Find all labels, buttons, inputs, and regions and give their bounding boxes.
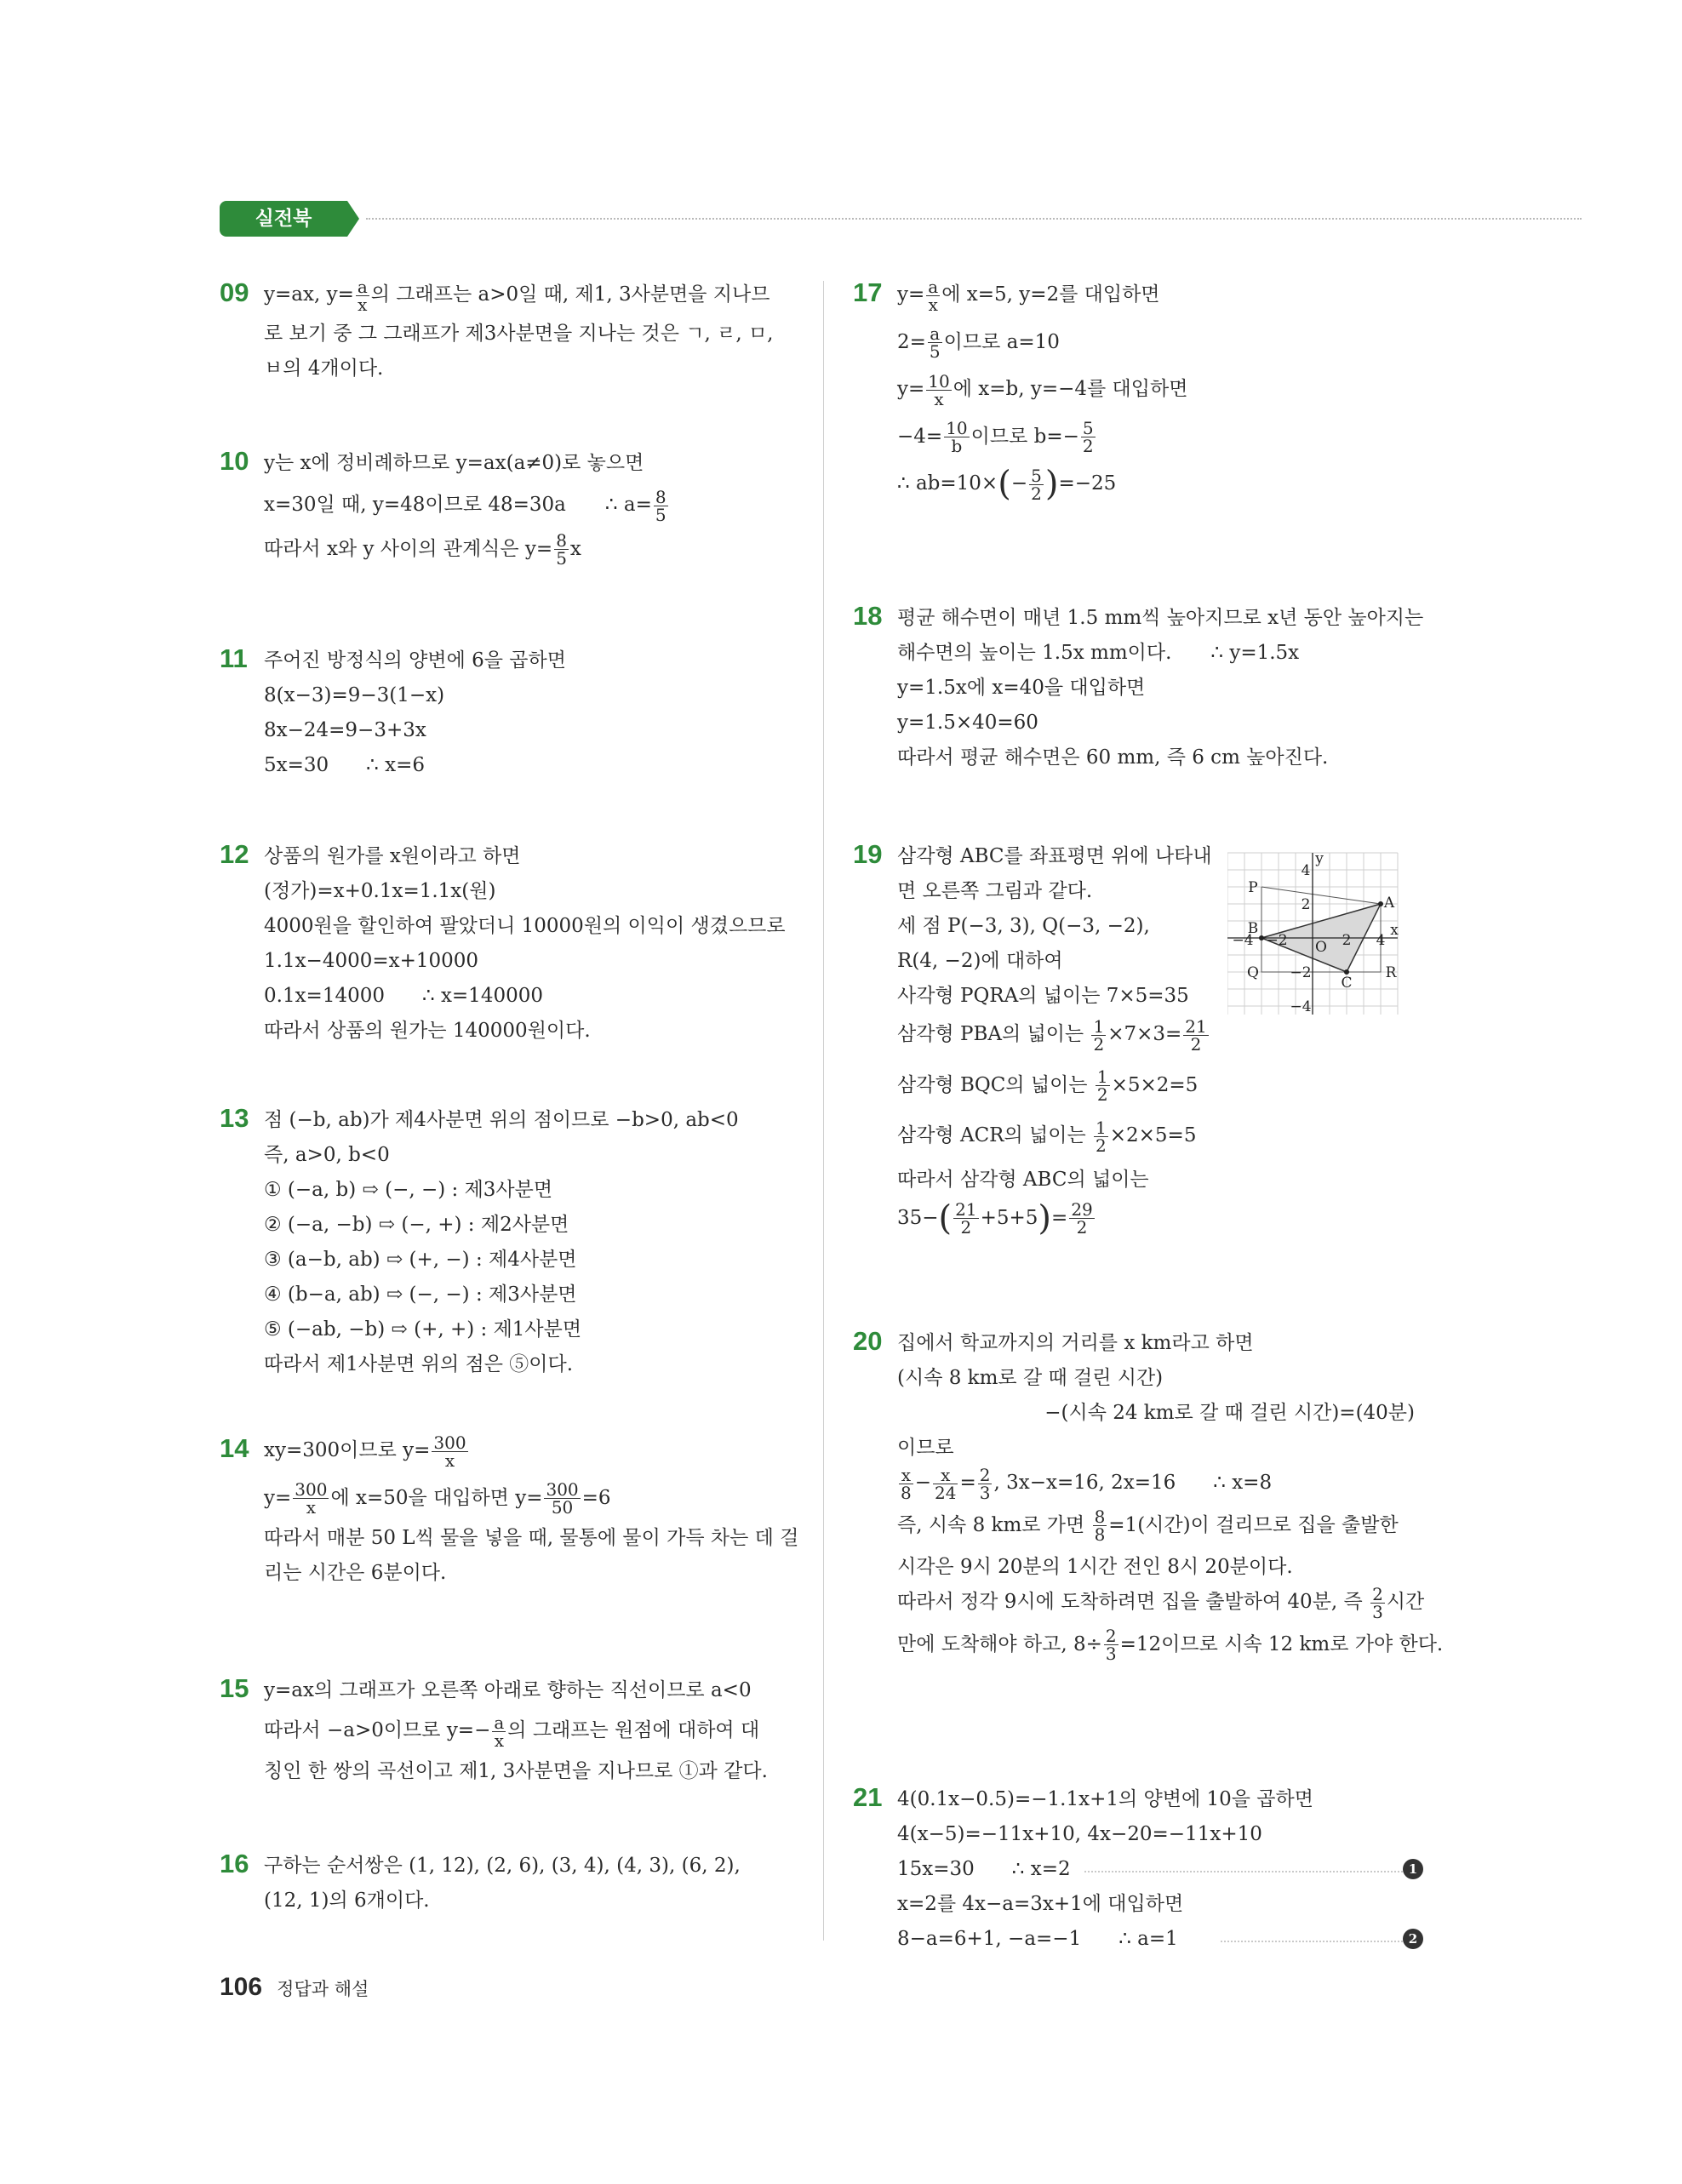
- text: , 3x−x=16, 2x=16: [993, 1472, 1176, 1494]
- numerator: 21: [955, 1199, 977, 1220]
- problem-body: [897, 601, 1432, 775]
- line: y=ax의 그래프가 오른쪽 아래로 향하는 직선이므로 a<0: [264, 1679, 752, 1701]
- denominator: 24: [935, 1482, 957, 1503]
- denominator: b: [951, 436, 963, 456]
- text: 에 x=50을 대입하면 y=: [330, 1486, 543, 1509]
- line: [897, 420, 1432, 455]
- text: 15x=30: [897, 1858, 975, 1880]
- text: =12이므로 시속 12 km로 가야 한다.: [1119, 1632, 1444, 1655]
- paren: (: [998, 464, 1011, 504]
- list-item: ⑤ (−ab, −b) ⇨ (+, +) : 제1사분면: [264, 1318, 582, 1341]
- line: 따라서 평균 해수면은 60 mm, 즉 6 cm 높아진다.: [897, 746, 1329, 769]
- problem-12: [220, 839, 798, 1049]
- numerator: 8: [655, 486, 667, 507]
- denominator: x: [358, 294, 368, 315]
- text: 2=: [897, 330, 926, 353]
- paren: ): [1038, 1198, 1052, 1238]
- fraction: [1093, 1508, 1107, 1543]
- line: [897, 1626, 1444, 1664]
- text: =6: [581, 1486, 611, 1509]
- problem-number: 18: [853, 601, 883, 631]
- text: x=30일 때, y=48이므로 48=30a: [264, 494, 566, 516]
- paren: ): [1044, 464, 1059, 504]
- fraction: [926, 278, 940, 313]
- line: [897, 1585, 1432, 1621]
- line: [264, 979, 798, 1014]
- line: 4(0.1x−0.5)=−1.1x+1의 양변에 10을 곱하면: [897, 1788, 1313, 1810]
- problem-13: [220, 1103, 798, 1382]
- text: 8−a=6+1, −a=−1: [897, 1928, 1082, 1950]
- leader-dots: [1221, 1941, 1403, 1942]
- problem-body: [264, 446, 798, 567]
- denominator: 5: [655, 504, 667, 525]
- label-r: R: [1385, 964, 1397, 981]
- text: 0.1x=14000: [264, 985, 385, 1007]
- coordinate-plane-figure: [1227, 844, 1406, 1021]
- fraction: [544, 1481, 580, 1516]
- numerator: 8: [1094, 1507, 1106, 1527]
- fraction: [1029, 467, 1044, 502]
- line: 점 (−b, ab)가 제4사분면 위의 점이므로 −b>0, ab<0: [264, 1109, 739, 1131]
- numerator: 300: [546, 1479, 579, 1500]
- denominator: x: [928, 294, 938, 315]
- tick-label-x2: 2: [1342, 932, 1352, 949]
- fraction: [953, 1201, 978, 1236]
- text: 에 x=b, y=−4를 대입하면: [953, 378, 1188, 400]
- denominator: 3: [1105, 1644, 1117, 1664]
- numerator: 10: [946, 418, 968, 438]
- line: [264, 1713, 798, 1749]
- line: [897, 325, 1432, 361]
- text: 따라서 −a>0이므로 y=−: [264, 1719, 491, 1741]
- label-b: B: [1247, 920, 1259, 937]
- line: 8(x−3)=9−3(1−x): [264, 684, 445, 706]
- fraction: [1094, 1119, 1108, 1154]
- problem-11: [220, 643, 798, 783]
- problem-body: [897, 1782, 1432, 1957]
- line: [897, 1017, 1432, 1053]
- text: ∴ x=6: [366, 754, 425, 776]
- line: 사각형 PQRA의 넓이는 7×5=35: [897, 985, 1189, 1007]
- text: y=: [897, 283, 925, 306]
- page-footer: [220, 1973, 369, 2002]
- problem-body: [897, 1326, 1444, 1664]
- segment-pa: [1262, 887, 1381, 904]
- problem-17: [853, 277, 1432, 502]
- problem-number: 15: [220, 1673, 249, 1703]
- text: 에 x=5, y=2를 대입하면: [941, 283, 1160, 306]
- tick-label-ym2: −2: [1290, 964, 1312, 981]
- problem-number: 13: [220, 1103, 249, 1133]
- fraction: [492, 1714, 506, 1749]
- text: y=ax, y=: [264, 283, 354, 306]
- line: 상품의 원가를 x원이라고 하면: [264, 845, 521, 867]
- text: ∴ x=8: [1213, 1472, 1273, 1494]
- text: ×7×3=: [1107, 1023, 1182, 1045]
- line: [897, 372, 1432, 408]
- fraction: [1081, 420, 1096, 455]
- text: x: [569, 537, 581, 560]
- text: 따라서 x와 y 사이의 관계식은 y=: [264, 537, 553, 560]
- line: y=1.5×40=60: [897, 712, 1038, 734]
- numerator: x: [933, 1466, 958, 1484]
- text: ∴ x=2: [1011, 1858, 1071, 1880]
- line: 따라서 제1사분면 위의 점은 ⑤이다.: [264, 1353, 574, 1375]
- line: 집에서 학교까지의 거리를 x km라고 하면: [897, 1332, 1254, 1354]
- line: ∴ ab=10×(− $\frac{5}{2}$ )=−25: [897, 464, 1117, 504]
- line: [897, 277, 1432, 313]
- line: 따라서 상품의 원가는 140000원이다.: [264, 1020, 591, 1042]
- fraction: [432, 1434, 467, 1469]
- fraction: [944, 420, 969, 455]
- list-item: ③ (a−b, ab) ⇨ (+, −) : 제4사분면: [264, 1249, 577, 1271]
- line: [897, 1198, 1432, 1238]
- numerator: a: [928, 325, 942, 343]
- denominator: x: [306, 1497, 316, 1518]
- numerator: 5: [1082, 418, 1094, 438]
- fraction: [978, 1466, 993, 1501]
- text: −: [914, 1472, 932, 1494]
- line: [264, 1481, 798, 1517]
- tick-label-ym4: −4: [1290, 998, 1312, 1015]
- page-number: 106: [220, 1973, 263, 2001]
- denominator: 2: [1096, 1084, 1108, 1105]
- problem-19: [853, 839, 1432, 1236]
- line: [264, 277, 798, 313]
- text: 삼각형 PBA의 넓이는: [897, 1023, 1090, 1045]
- fraction: [356, 278, 369, 313]
- list-item: ① (−a, b) ⇨ (−, −) : 제3사분면: [264, 1179, 553, 1201]
- problem-21: [853, 1782, 1432, 1957]
- line: 구하는 순서쌍은 (1, 12), (2, 6), (3, 4), (4, 3), (6, 2),: [264, 1855, 741, 1877]
- label-origin: O: [1315, 939, 1327, 956]
- tick-label-y2: 2: [1301, 896, 1311, 913]
- text: y=: [264, 1486, 292, 1509]
- text: 의 그래프는 a>0일 때, 제1, 3사분면을 지나므: [370, 283, 770, 306]
- tick-label-x4: 4: [1376, 932, 1386, 949]
- paren: (: [938, 1198, 953, 1238]
- denominator: 8: [1094, 1524, 1106, 1545]
- line: (12, 1)의 6개이다.: [264, 1890, 430, 1912]
- numerator: a: [357, 276, 368, 297]
- numerator: 5: [1031, 465, 1042, 486]
- fraction: [928, 325, 942, 360]
- problem-number: 19: [853, 839, 883, 869]
- step-marker: 1: [1403, 1859, 1423, 1879]
- denominator: 2: [1096, 1135, 1107, 1156]
- line: 4000원을 할인하여 팔았더니 10000원의 이익이 생겼으므로: [264, 915, 786, 937]
- line: (시속 8 km로 갈 때 걸린 시간): [897, 1367, 1164, 1389]
- line: [897, 1508, 1432, 1544]
- denominator: 2: [1031, 483, 1042, 504]
- numerator: x: [899, 1466, 913, 1484]
- text: 즉, 시속 8 km로 가면: [897, 1513, 1091, 1536]
- step-marker: 2: [1403, 1929, 1423, 1949]
- problem-number: 14: [220, 1433, 249, 1463]
- text: =: [959, 1472, 976, 1494]
- line: y는 x에 정비례하므로 y=ax(a≠0)로 놓으면: [264, 452, 644, 474]
- line: x=2를 4x−a=3x+1에 대입하면: [897, 1893, 1184, 1915]
- point-b: [1259, 935, 1264, 940]
- problem-body: [264, 1433, 798, 1591]
- line: 평균 해수면이 매년 1.5 mm씩 높아지므로 x년 동안 높아지는: [897, 607, 1424, 629]
- line: 면 오른쪽 그림과 같다.: [897, 880, 1093, 902]
- text: 의 그래프는 원점에 대하여 대: [507, 1719, 760, 1741]
- numerator: 8: [556, 530, 567, 551]
- fraction: [1091, 1015, 1106, 1055]
- numerator: 1: [1096, 1066, 1108, 1087]
- text: 5x=30: [264, 754, 329, 776]
- problem-18: [853, 601, 1432, 775]
- line: 이므로: [897, 1437, 954, 1459]
- line: 리는 시간은 6분이다.: [264, 1562, 447, 1584]
- line: ㅂ의 4개이다.: [264, 357, 384, 380]
- list-item: ④ (b−a, ab) ⇨ (−, −) : 제3사분면: [264, 1284, 577, 1306]
- problem-number: 12: [220, 839, 249, 869]
- numerator: a: [928, 276, 939, 297]
- line: [897, 636, 1432, 671]
- problem-number: 16: [220, 1849, 249, 1878]
- text: ∴ a=: [604, 494, 652, 516]
- numerator: 300: [295, 1479, 328, 1500]
- line: y=1.5x에 x=40을 대입하면: [897, 677, 1146, 699]
- problem-number: 20: [853, 1326, 883, 1356]
- fraction: [293, 1481, 329, 1516]
- line: [264, 532, 798, 568]
- denominator: 3: [979, 1482, 991, 1503]
- text: 이므로 a=10: [943, 330, 1060, 353]
- tick-label-xm2: −2: [1266, 932, 1288, 949]
- line: (정가)=x+0.1x=1.1x(원): [264, 880, 496, 902]
- line: [264, 1433, 798, 1469]
- text: −4=: [897, 425, 943, 448]
- line: [897, 1118, 1432, 1154]
- problem-number: 17: [853, 277, 883, 307]
- problem-number: 10: [220, 446, 249, 476]
- problem-09: [220, 277, 798, 386]
- fraction: [1069, 1201, 1094, 1236]
- line: [264, 488, 798, 523]
- text: 삼각형 ACR의 넓이는: [897, 1124, 1092, 1146]
- problem-14: [220, 1433, 798, 1591]
- line: [897, 1852, 1432, 1887]
- line: 즉, a>0, b<0: [264, 1144, 390, 1166]
- numerator: 1: [1093, 1015, 1105, 1037]
- header-divider: [366, 218, 1582, 220]
- fraction: [899, 1466, 913, 1501]
- problem-10: [220, 446, 798, 567]
- problem-20: [853, 1326, 1444, 1664]
- label-c: C: [1341, 975, 1353, 992]
- problem-16: [220, 1849, 798, 1918]
- line: [897, 1922, 1432, 1957]
- label-p: P: [1248, 879, 1258, 896]
- problem-body: [897, 277, 1432, 502]
- tick-label-y4: 4: [1301, 862, 1311, 879]
- line: 1.1x−4000=x+10000: [264, 950, 479, 972]
- section-header: [220, 201, 1582, 238]
- line: R(4, −2)에 대하여: [897, 950, 1063, 972]
- denominator: 2: [1093, 1033, 1105, 1055]
- problem-15: [220, 1673, 798, 1789]
- denominator: 2: [1190, 1033, 1202, 1055]
- line: 시각은 9시 20분의 1시간 전인 8시 20분이다.: [897, 1556, 1293, 1578]
- text: =: [1051, 1206, 1068, 1229]
- numerator: 300: [433, 1432, 466, 1453]
- text: xy=300이므로 y=: [264, 1439, 431, 1461]
- denominator: 50: [551, 1497, 574, 1518]
- fraction: [1370, 1583, 1385, 1622]
- denominator: x: [444, 1449, 455, 1471]
- fraction: [1183, 1015, 1208, 1055]
- footer-section-title: 정답과 해설: [277, 1979, 369, 1999]
- problem-body: [264, 1849, 798, 1918]
- text: 이므로 b=−: [970, 425, 1079, 448]
- denominator: 2: [960, 1217, 972, 1238]
- problem-number: 21: [853, 1782, 883, 1812]
- fraction: [926, 370, 951, 409]
- text: ∴ a=1: [1118, 1928, 1178, 1950]
- line: 8x−24=9−3+3x: [264, 719, 426, 741]
- line: 4(x−5)=−11x+10, 4x−20=−11x+10: [897, 1823, 1262, 1845]
- problem-body: [264, 1673, 798, 1789]
- denominator: 8: [901, 1482, 912, 1503]
- point-a: [1378, 901, 1383, 906]
- fraction: [933, 1466, 958, 1501]
- text: +5+5: [980, 1206, 1038, 1229]
- line: [264, 748, 798, 783]
- column-divider: [823, 281, 824, 1941]
- line: 주어진 방정식의 양변에 6을 곱하면: [264, 649, 566, 672]
- numerator: a: [494, 1712, 505, 1733]
- text: ∴ y=1.5x: [1210, 642, 1300, 664]
- numerator: 29: [1071, 1199, 1093, 1220]
- text: y=: [897, 378, 925, 400]
- denominator: 5: [929, 341, 941, 362]
- numerator: 2: [1372, 1583, 1383, 1604]
- section-tag: 실전북: [220, 201, 347, 237]
- fraction: [554, 532, 569, 567]
- text: 시간: [1386, 1591, 1425, 1613]
- line: −(시속 24 km로 갈 때 걸린 시간)=(40분): [1044, 1402, 1415, 1424]
- fraction: [654, 486, 668, 525]
- text: 35−: [897, 1206, 939, 1229]
- fraction: [1104, 1627, 1118, 1662]
- text: =1(시간)이 걸리므로 집을 출발한: [1108, 1513, 1399, 1536]
- tick-label-xm4: −4: [1232, 932, 1254, 949]
- denominator: 3: [1372, 1601, 1383, 1622]
- problem-body: [264, 277, 798, 386]
- list-item: ② (−a, −b) ⇨ (−, +) : 제2사분면: [264, 1214, 569, 1236]
- problem-body: [264, 839, 798, 1049]
- label-x-axis: x: [1390, 922, 1399, 939]
- label-q: Q: [1247, 964, 1259, 981]
- line: 삼각형 ABC를 좌표평면 위에 나타내: [897, 845, 1212, 867]
- text: 삼각형 BQC의 넓이는: [897, 1073, 1094, 1096]
- line: [897, 1466, 1432, 1501]
- line: 로 보기 중 그 그래프가 제3사분면을 지나는 것은 ㄱ, ㄹ, ㅁ,: [264, 322, 774, 345]
- text: ×5×2=5: [1111, 1073, 1199, 1096]
- text: 만에 도착해야 하고, 8÷: [897, 1632, 1102, 1655]
- denominator: 5: [556, 548, 567, 569]
- numerator: 2: [979, 1464, 991, 1485]
- line: 따라서 삼각형 ABC의 넓이는: [897, 1168, 1149, 1191]
- line: 칭인 한 쌍의 곡선이고 제1, 3사분면을 지나므로 ①과 같다.: [264, 1759, 768, 1782]
- label-y-axis: y: [1315, 850, 1324, 867]
- denominator: 2: [1076, 1217, 1088, 1238]
- text: 해수면의 높이는 1.5x mm이다.: [897, 642, 1172, 664]
- numerator: 21: [1185, 1015, 1207, 1037]
- text: ∴ ab=10×: [897, 472, 998, 495]
- numerator: 2: [1105, 1626, 1117, 1646]
- problem-body: [264, 643, 798, 783]
- numerator: 1: [1096, 1117, 1107, 1138]
- line: 따라서 매분 50 L씩 물을 넣을 때, 물통에 물이 가득 차는 데 걸: [264, 1527, 799, 1549]
- text: 따라서 정각 9시에 도착하려면 집을 출발하여 40분, 즉: [897, 1591, 1370, 1613]
- denominator: x: [494, 1729, 504, 1751]
- problem-number: 09: [220, 277, 249, 307]
- text: ∴ x=140000: [422, 985, 543, 1007]
- leader-dots: [1084, 1871, 1403, 1872]
- numerator: 10: [928, 370, 950, 392]
- line: [897, 1068, 1432, 1104]
- fraction: [1096, 1068, 1110, 1103]
- label-a: A: [1383, 895, 1395, 912]
- problem-body: [264, 1103, 798, 1382]
- text: ×2×5=5: [1109, 1124, 1197, 1146]
- denominator: 2: [1082, 436, 1094, 456]
- denominator: x: [934, 388, 944, 409]
- line: 세 점 P(−3, 3), Q(−3, −2),: [897, 915, 1150, 937]
- problem-number: 11: [220, 643, 248, 673]
- text: =−25: [1058, 472, 1117, 495]
